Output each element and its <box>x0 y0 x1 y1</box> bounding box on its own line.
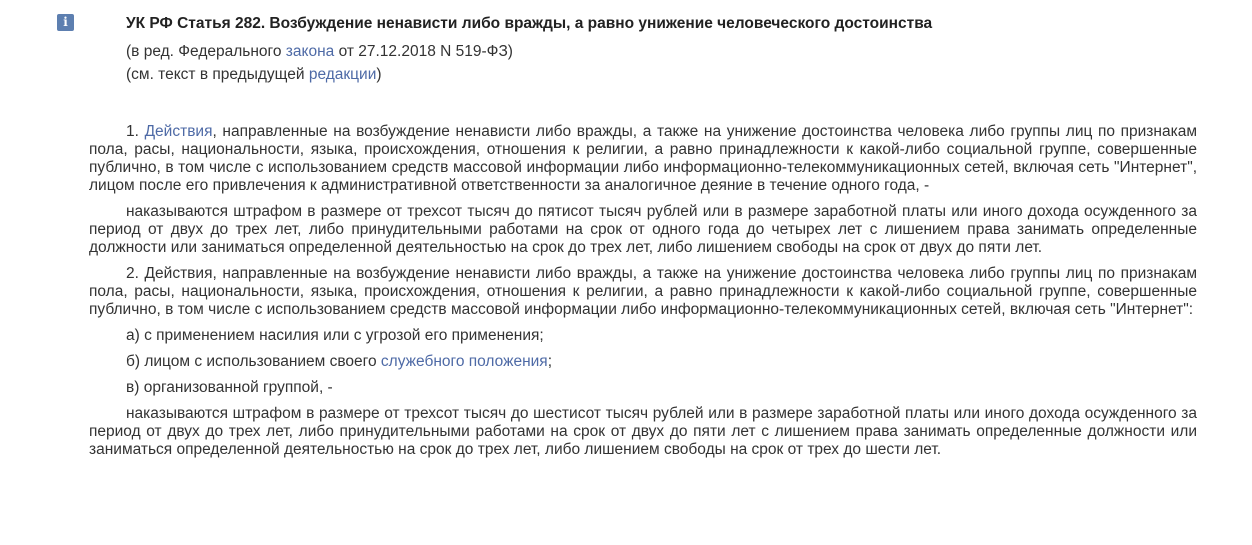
article-body <box>89 123 1197 467</box>
paragraph-2-penalty: наказываются штрафом в размере от трехсот тысяч до шестисот тысяч рублей или в размере заработной платы или иного дохода осужденного за период от двух до трех лет, либо принудительными работами на срок от двух до пяти лет с лишением права занимать определенные должности или заниматься определенной деятельностью на срок до трех лет, либо лишением свободы на срок от трех до шести лет. <box>89 405 1197 458</box>
law-link[interactable]: закона <box>285 43 335 60</box>
item-b <box>89 353 1197 371</box>
info-icon[interactable]: i <box>57 14 74 31</box>
item-a: а) с применением насилия или с угрозой его применения; <box>126 327 544 344</box>
paragraph-2: 2. Действия, направленные на возбуждение ненависти либо вражды, а также на унижение достоинства человека либо группы лиц по признакам пола, расы, национальности, языка, происхождения, отношения к религии, а равно принадлежности к какой-либо социальной группе, совершенные публично, в том числе с использованием средств массовой информации либо информационно-телекоммуникационных сетей, включая сеть "Интернет": <box>89 265 1197 318</box>
item-c: в) организованной группой, - <box>126 379 333 396</box>
item-b-prefix: б) лицом с использованием своего <box>126 353 381 370</box>
previous-edition-note <box>126 65 382 85</box>
paragraph-1-penalty: наказываются штрафом в размере от трехсот тысяч до пятисот тысяч рублей или в размере заработной платы или иного дохода осужденного за период от двух до трех лет, либо принудительными работами на срок от одного года до четырех лет с лишением права занимать определенные должности или заниматься определенной деятельностью на срок до трех лет, либо лишением свободы на срок от двух до пяти лет. <box>89 203 1197 256</box>
item-b-suffix: ; <box>547 353 553 370</box>
article-title: УК РФ Статья 282. Возбуждение ненависти либо вражды, а равно унижение человеческого достоинства <box>126 15 933 32</box>
previous-edition-link[interactable]: редакции <box>308 66 377 83</box>
paragraph-1 <box>89 123 1197 195</box>
actions-link[interactable]: Действия <box>144 123 213 140</box>
official-position-link[interactable]: служебного положения <box>380 353 548 370</box>
edition-note-prefix: (в ред. Федерального <box>126 43 286 60</box>
previous-edition-prefix: (см. текст в предыдущей <box>126 66 309 83</box>
paragraph-1-number: 1. <box>126 123 145 140</box>
paragraph-1-text: , направленные на возбуждение ненависти либо вражды, а также на унижение достоинства человека либо группы лиц по признакам пола, расы, национальности, языка, происхождения, отношения к религии, а равно принадлежности к какой-либо социальной группе, совершенные публично, в том числе с использованием средств массовой информации либо информационно-телекоммуникационных сетей, включая сеть "Интернет", лицом после его привлечения к административной ответственности за аналогичное деяние в течение одного года, - <box>89 123 1197 194</box>
edition-note <box>126 42 513 62</box>
edition-note-suffix: от 27.12.2018 N 519-ФЗ) <box>334 43 513 60</box>
previous-edition-suffix: ) <box>376 66 382 83</box>
